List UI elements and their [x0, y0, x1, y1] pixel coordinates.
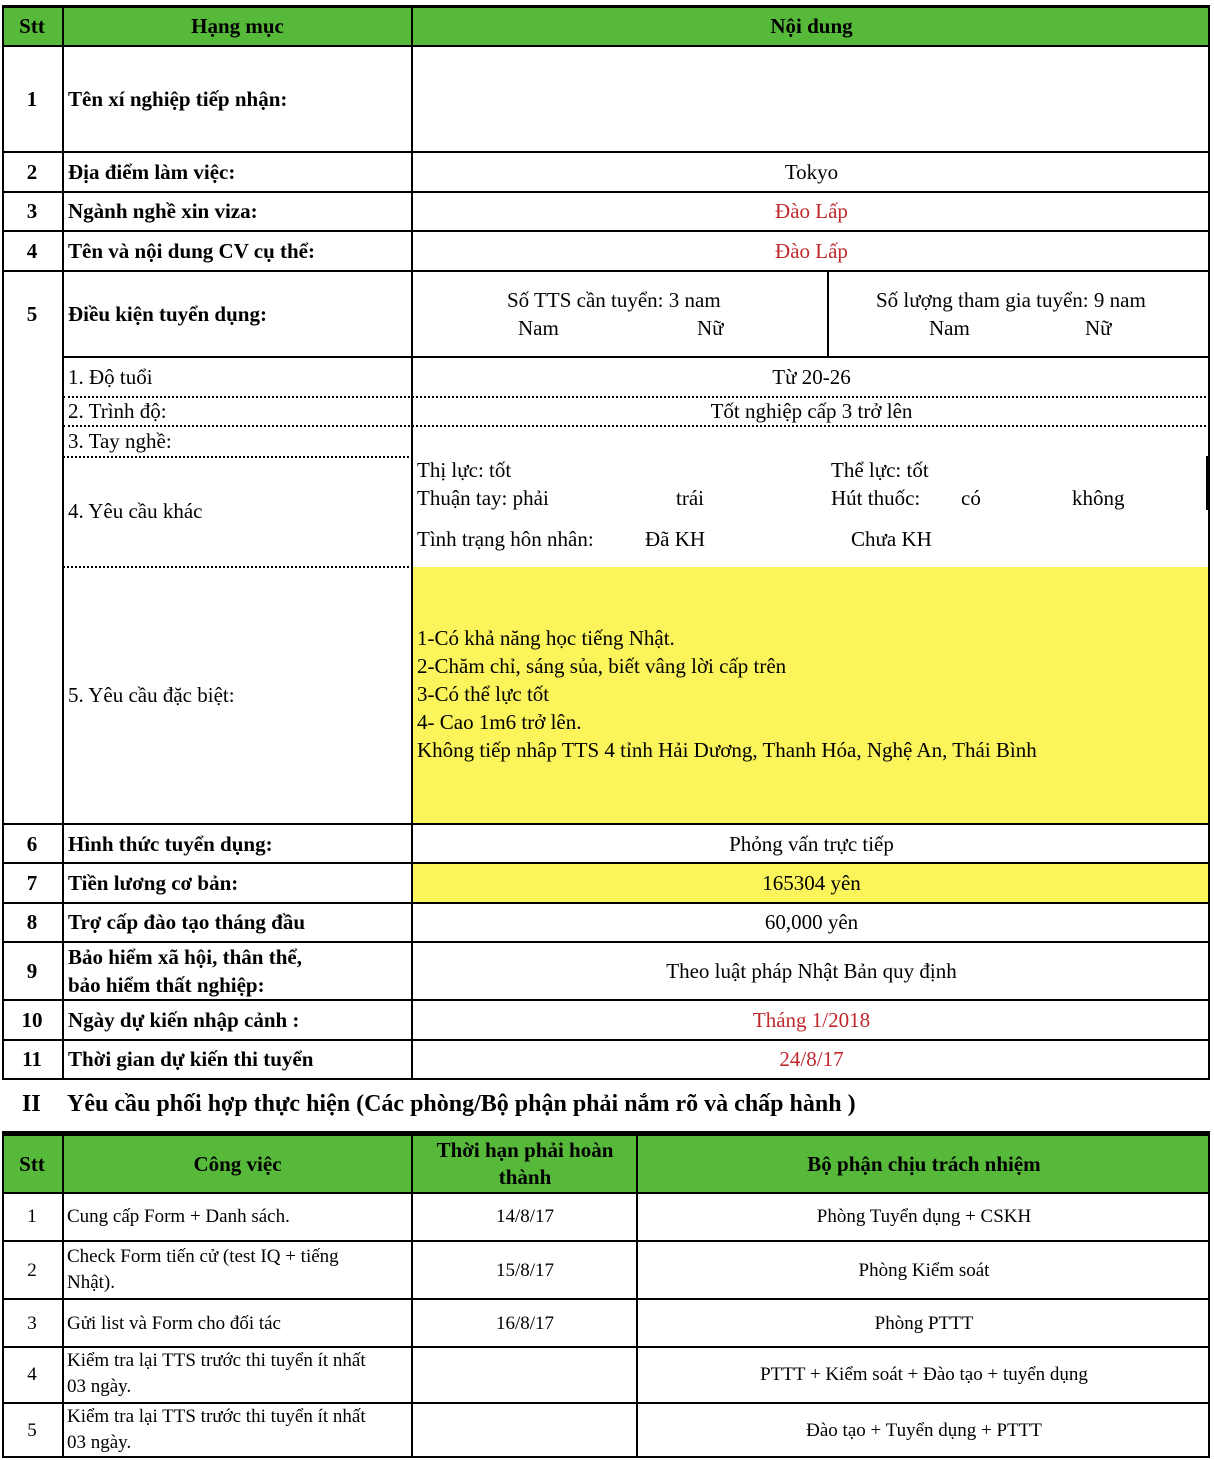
table2-top-border — [2, 1131, 1210, 1136]
row10-value: Tháng 1/2018 — [752, 1008, 871, 1032]
row3-stt: 3 — [26, 199, 38, 223]
education-label: 2. Trình độ: — [68, 399, 167, 423]
task1-description: Cung cấp Form + Danh sách. — [67, 1206, 290, 1227]
table1-line — [2, 45, 1210, 47]
row11-label: Thời gian dự kiến thi tuyển — [68, 1047, 314, 1071]
row2-stt: 2 — [26, 160, 38, 184]
task5-department: Đào tạo + Tuyển dụng + PTTT — [806, 1420, 1042, 1441]
section2-title: Yêu cầu phối hợp thực hiện (Các phòng/Bộ phận phải nắm rõ và chấp hành ) — [67, 1091, 856, 1117]
task4-stt: 4 — [27, 1364, 37, 1385]
section2-number: II — [22, 1091, 41, 1117]
age-value: Từ 20-26 — [772, 365, 851, 389]
row8-value: 60,000 yên — [764, 910, 859, 934]
table1-header-stt: Stt — [19, 14, 45, 38]
table1-line — [2, 151, 1210, 153]
table2-col-divider — [411, 1131, 413, 1458]
row7-stt: 7 — [26, 871, 38, 895]
table1-line — [2, 270, 1210, 272]
table2-header-deadline-line1: Thời hạn phải hoàn — [436, 1138, 614, 1162]
task2-stt: 2 — [27, 1260, 37, 1281]
table1-left-border — [2, 5, 4, 1080]
task3-description: Gửi list và Form cho đối tác — [67, 1313, 281, 1334]
row5-left-nu: Nữ — [697, 316, 724, 340]
row5-label: Điều kiện tuyển dụng: — [68, 302, 267, 326]
table1-dotted-line — [63, 566, 413, 568]
table1-line — [2, 230, 1210, 232]
task5-description-line1: Kiểm tra lại TTS trước thi tuyển ít nhất — [67, 1406, 366, 1427]
table2-header-task: Công việc — [193, 1152, 282, 1176]
table1-line — [2, 1039, 1210, 1041]
married-text: Đã KH — [645, 527, 706, 551]
row6-stt: 6 — [26, 832, 38, 856]
task3-stt: 3 — [27, 1313, 37, 1334]
row7-value: 165304 yên — [762, 871, 861, 895]
task3-department: Phòng PTTT — [874, 1313, 974, 1334]
row10-stt: 10 — [21, 1008, 43, 1032]
row6-value: Phỏng vấn trực tiếp — [729, 832, 894, 856]
special-requirements-label: 5. Yêu cầu đặc biệt: — [68, 683, 235, 707]
handedness-text: Thuận tay: phải — [417, 486, 549, 510]
row5-left-nam: Nam — [518, 316, 559, 340]
table1-col-divider — [62, 5, 64, 1080]
table1-line — [2, 902, 1210, 904]
table2-line — [2, 1240, 1210, 1242]
row4-value: Đào Lấp — [775, 239, 848, 263]
table1-line — [2, 356, 63, 357]
row5-right-nu: Nữ — [1085, 316, 1112, 340]
table1-col-divider — [411, 5, 413, 1080]
table2-header-dept: Bộ phận chịu trách nhiệm — [807, 1152, 1041, 1176]
task2-description-line2: Nhật). — [67, 1272, 116, 1293]
vision-text: Thị lực: tốt — [417, 458, 512, 482]
other-requirements-label: 4. Yêu cầu khác — [68, 499, 203, 523]
row2-value: Tokyo — [784, 160, 839, 184]
row4-label: Tên và nội dung CV cụ thể: — [68, 239, 315, 263]
task1-stt: 1 — [27, 1206, 37, 1227]
table1-top-border — [2, 5, 1210, 8]
row9-label-line2: bảo hiểm thất nghiệp: — [68, 973, 265, 997]
row11-stt: 11 — [22, 1047, 42, 1071]
table1-edge-mark — [1206, 456, 1210, 510]
single-text: Chưa KH — [851, 527, 932, 551]
education-value: Tốt nghiệp cấp 3 trở lên — [710, 399, 913, 423]
task2-department: Phòng Kiểm soát — [858, 1260, 990, 1281]
table2-line — [2, 1192, 1210, 1194]
table1-dotted-line — [63, 456, 413, 458]
skill-label: 3. Tay nghề: — [68, 429, 172, 453]
table1-header-category: Hạng mục — [191, 14, 284, 38]
row1-label: Tên xí nghiệp tiếp nhận: — [68, 87, 288, 111]
row11-value: 24/8/17 — [779, 1047, 844, 1071]
task5-description-line2: 03 ngày. — [67, 1432, 132, 1453]
table1-line — [2, 862, 1210, 864]
fitness-text: Thể lực: tốt — [831, 458, 929, 482]
handedness-left-text: trái — [676, 486, 704, 510]
table2-line — [2, 1346, 1210, 1348]
smoking-yes-text: có — [961, 486, 981, 510]
task4-description-line2: 03 ngày. — [67, 1376, 132, 1397]
table2-line — [2, 1298, 1210, 1300]
table1-right-border — [1208, 5, 1210, 1080]
row4-stt: 4 — [26, 239, 38, 263]
row9-value: Theo luật pháp Nhật Bản quy định — [666, 959, 957, 983]
table2-right-border — [1208, 1131, 1210, 1458]
row5-left-title: Số TTS cần tuyển: 3 nam — [507, 288, 721, 312]
table2-left-border — [2, 1131, 4, 1458]
table1-line — [2, 191, 1210, 193]
smoking-text: Hút thuốc: — [831, 486, 921, 510]
table2-header-stt: Stt — [19, 1152, 45, 1176]
row6-label: Hình thức tuyển dụng: — [68, 832, 273, 856]
smoking-no-text: không — [1072, 486, 1125, 510]
table1-line — [2, 823, 1210, 825]
special-requirement-4: 4- Cao 1m6 trở lên. — [417, 710, 582, 734]
row8-stt: 8 — [26, 910, 38, 934]
task1-deadline: 14/8/17 — [495, 1206, 555, 1227]
task5-stt: 5 — [27, 1420, 37, 1441]
table1-line — [2, 999, 1210, 1001]
task4-description-line1: Kiểm tra lại TTS trước thi tuyển ít nhất — [67, 1350, 366, 1371]
row5-right-title: Số lượng tham gia tuyển: 9 nam — [876, 288, 1146, 312]
table2-bottom-border — [2, 1456, 1210, 1458]
row3-value: Đào Lấp — [775, 199, 848, 223]
task2-deadline: 15/8/17 — [495, 1260, 555, 1281]
row5-right-nam: Nam — [929, 316, 970, 340]
special-requirement-2: 2-Chăm chỉ, sáng sủa, biết vâng lời cấp trên — [417, 654, 787, 678]
table2-line — [2, 1402, 1210, 1404]
table1-dotted-line — [63, 396, 1210, 398]
special-requirement-1: 1-Có khả năng học tiếng Nhật. — [417, 626, 675, 650]
row5-stt: 5 — [26, 302, 38, 326]
special-requirement-3: 3-Có thể lực tốt — [417, 682, 550, 706]
row7-label: Tiền lương cơ bản: — [68, 871, 239, 895]
row5-inner-divider — [827, 270, 829, 357]
row9-stt: 9 — [26, 959, 38, 983]
task2-description-line1: Check Form tiến cử (test IQ + tiếng — [67, 1246, 339, 1267]
task4-department: PTTT + Kiểm soát + Đào tạo + tuyển dụng — [760, 1364, 1088, 1385]
task3-deadline: 16/8/17 — [495, 1313, 555, 1334]
table1-dotted-line — [63, 425, 1210, 427]
table1-line — [2, 941, 1210, 943]
row9-label-line1: Bảo hiểm xã hội, thân thể, — [68, 945, 302, 969]
marital-status-text: Tình trạng hôn nhân: — [417, 527, 594, 551]
table1-bottom-border — [2, 1078, 1210, 1080]
table2-col-divider — [636, 1131, 638, 1458]
age-label: 1. Độ tuổi — [68, 365, 153, 389]
table1-line — [63, 356, 1210, 358]
table1-header-content: Nội dung — [770, 14, 853, 38]
table2-header-deadline-line2: thành — [498, 1165, 552, 1189]
row3-label: Ngành nghề xin viza: — [68, 199, 258, 223]
row10-label: Ngày dự kiến nhập cảnh : — [68, 1008, 300, 1032]
row8-label: Trợ cấp đào tạo tháng đầu — [68, 910, 306, 934]
task1-department: Phòng Tuyển dụng + CSKH — [816, 1206, 1032, 1227]
row1-stt: 1 — [26, 87, 38, 111]
table2-col-divider — [62, 1131, 64, 1458]
special-requirement-5: Không tiếp nhâp TTS 4 tỉnh Hải Dương, Thanh Hóa, Nghệ An, Thái Bình — [417, 738, 1037, 762]
row2-label: Địa điểm làm việc: — [68, 160, 236, 184]
